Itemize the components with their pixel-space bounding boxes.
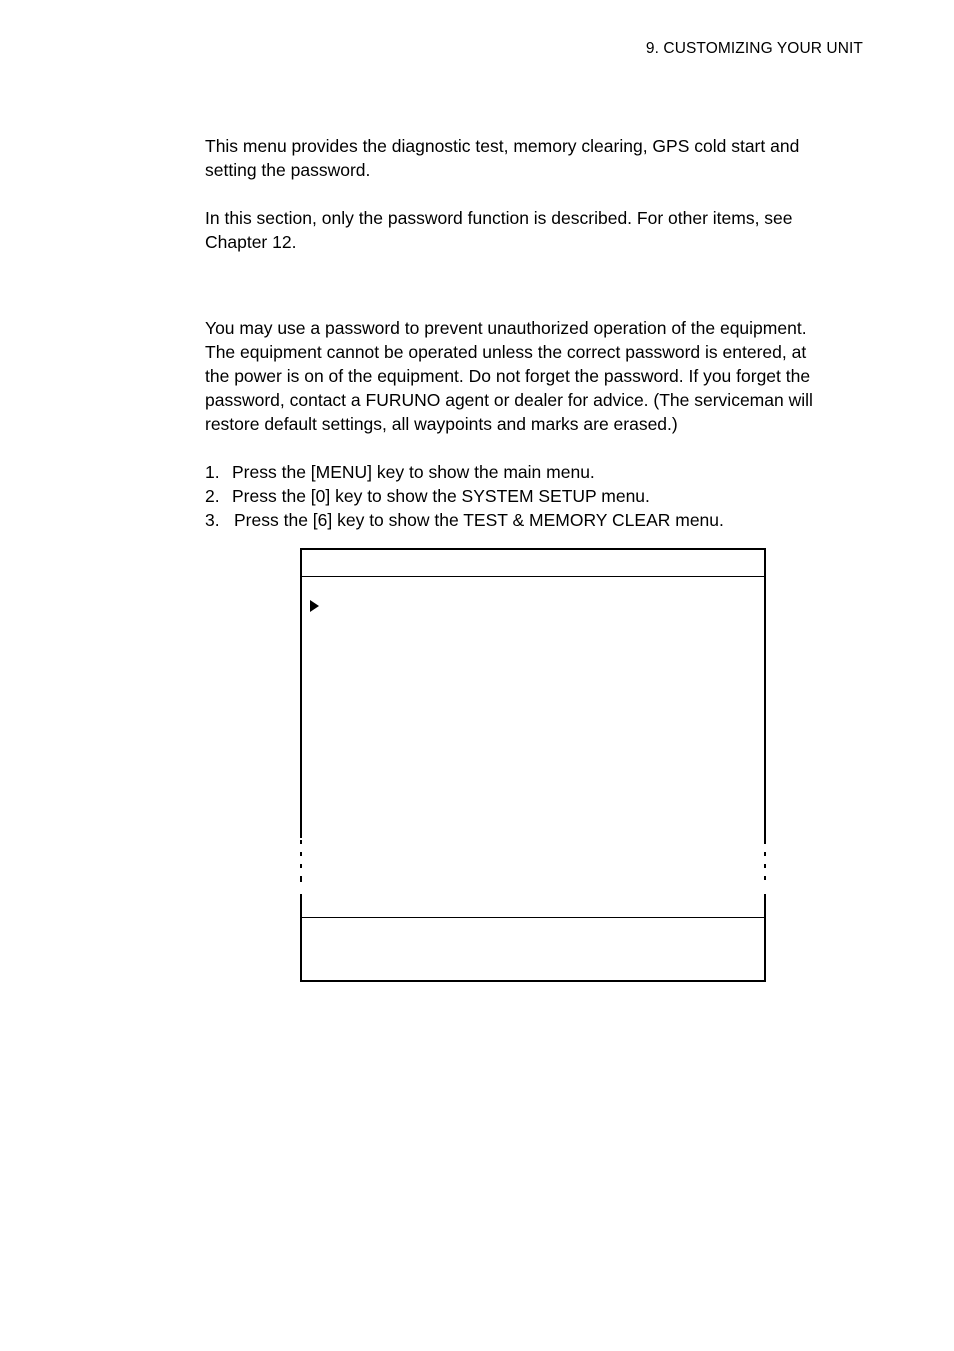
step-text: Press the [6] key to show the TEST & MEMORY CLEAR menu. (234, 510, 724, 530)
triangle-right-icon (310, 600, 319, 612)
step-text: Press the [MENU] key to show the main menu. (232, 462, 595, 482)
step-item (205, 508, 724, 532)
step-item (205, 484, 724, 508)
scope-paragraph (205, 206, 865, 254)
step-text: Press the [0] key to show the SYSTEM SETUP menu. (232, 486, 650, 506)
break-mark-left (298, 838, 304, 894)
password-line: the power is on of the equipment. Do not forget the password. If you forget the (205, 366, 811, 386)
step-item (205, 460, 724, 484)
password-line: The equipment cannot be operated unless the correct password is entered, at (205, 342, 807, 362)
intro-line: This menu provides the diagnostic test, memory clearing, GPS cold start and (205, 136, 800, 156)
password-paragraph (205, 316, 865, 436)
step-number: 3. (205, 510, 220, 530)
password-line: restore default settings, all waypoints and marks are erased.) (205, 414, 678, 434)
break-mark-right (762, 838, 768, 894)
intro-line: setting the password. (205, 160, 371, 180)
password-line: password, contact a FURUNO agent or dealer for advice. (The serviceman will (205, 390, 813, 410)
procedure-steps (205, 460, 724, 532)
menu-title-bar (302, 550, 764, 577)
section-title: 9. CUSTOMIZING YOUR UNIT (645, 40, 863, 57)
step-number: 2. (205, 486, 220, 506)
password-line: You may use a password to prevent unauthorized operation of the equipment. (205, 318, 807, 338)
scope-line: In this section, only the password function is described. For other items, see (205, 208, 793, 228)
scope-line: Chapter 12. (205, 232, 297, 252)
menu-screen-illustration (300, 548, 766, 982)
intro-paragraph (205, 134, 865, 182)
step-number: 1. (205, 462, 220, 482)
menu-footer-separator (302, 917, 764, 918)
